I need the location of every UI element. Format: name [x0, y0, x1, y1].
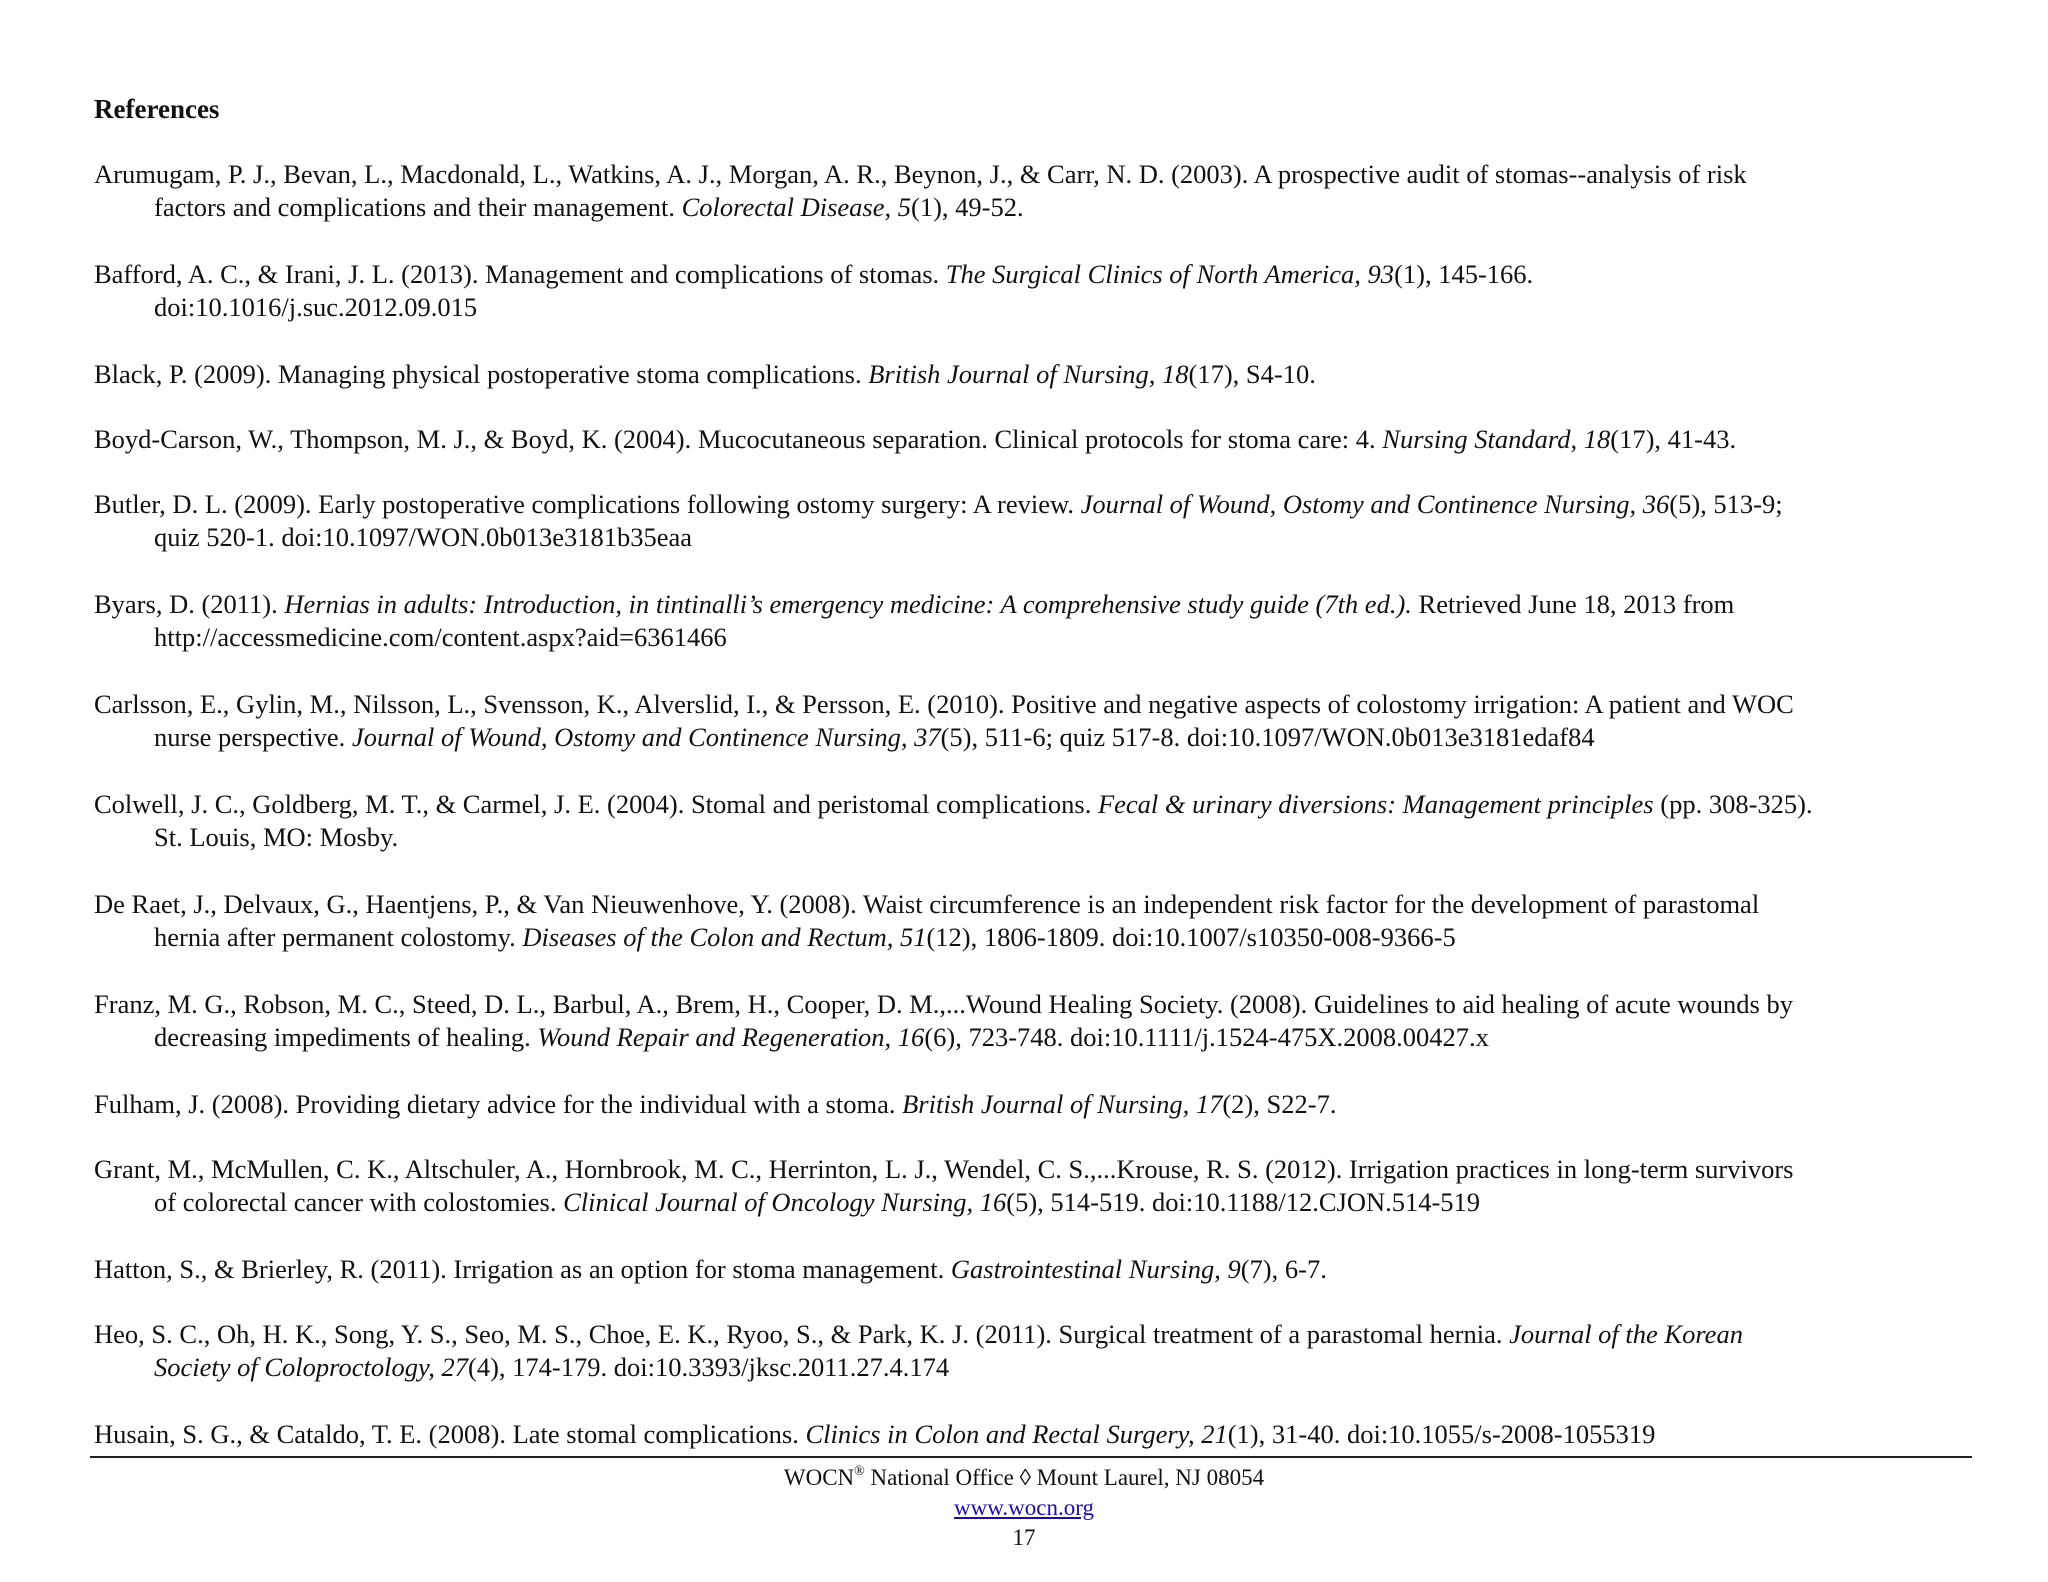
reference-text: (5), 511-6; quiz 517-8. doi:10.1097/WON.0b013e3181edaf84	[940, 722, 1595, 752]
reference-entry	[94, 423, 1736, 456]
reference-text: Black, P. (2009). Managing physical postoperative stoma complications.	[94, 359, 869, 389]
reference-text: Fulham, J. (2008). Providing dietary advice for the individual with a stoma.	[94, 1089, 903, 1119]
reference-line	[94, 988, 1793, 1021]
reference-source-title: Gastrointestinal Nursing, 9	[950, 1254, 1241, 1284]
reference-source-title: Journal of Wound, Ostomy and Continence Nursing, 37	[351, 722, 941, 752]
reference-text: of colorectal cancer with colostomies.	[154, 1187, 564, 1217]
reference-text: Bafford, A. C., & Irani, J. L. (2013). Management and complications of stomas.	[94, 259, 946, 289]
reference-source-title: Colorectal Disease, 5	[681, 192, 911, 222]
reference-text: (7), 6-7.	[1240, 1254, 1327, 1284]
reference-line	[94, 258, 1534, 291]
reference-text: (12), 1806-1809. doi:10.1007/s10350-008-9366-5	[926, 922, 1456, 952]
reference-text: Retrieved June 18, 2013 from	[1411, 589, 1735, 619]
reference-text: (5), 514-519. doi:10.1188/12.CJON.514-519	[1006, 1187, 1481, 1217]
reference-line	[154, 721, 1794, 754]
reference-text: (1), 145-166.	[1394, 259, 1534, 289]
footer-org: WOCN	[783, 1465, 855, 1490]
reference-line	[94, 358, 1316, 391]
reference-line	[154, 291, 1533, 324]
reference-entry	[94, 1253, 1327, 1286]
reference-line	[154, 191, 1747, 224]
reference-text: (6), 723-748. doi:10.1111/j.1524-475X.2008.00427.x	[924, 1022, 1489, 1052]
reference-entry	[94, 1153, 1793, 1219]
reference-line	[154, 1186, 1793, 1219]
reference-line	[154, 1351, 1743, 1384]
reference-source-title: Nursing Standard, 18	[1382, 424, 1611, 454]
reference-text: (17), S4-10.	[1188, 359, 1316, 389]
reference-line	[94, 588, 1735, 621]
page-title: References	[94, 94, 220, 124]
footer-divider	[90, 1456, 1972, 1458]
page-number: 17	[1012, 1525, 1036, 1550]
reference-text: (17), 41-43.	[1610, 424, 1737, 454]
reference-source-title: The Surgical Clinics of North America, 93	[945, 259, 1395, 289]
reference-line	[154, 921, 1759, 954]
reference-source-title: Hernias in adults: Introduction, in tintinalli’s emergency medicine: A comprehensive study guide (7th ed.).	[284, 589, 1412, 619]
reference-text: factors and complications and their management.	[154, 192, 682, 222]
reference-text: Franz, M. G., Robson, M. C., Steed, D. L., Barbul, A., Brem, H., Cooper, D. M.,...Wound Healing Society. (2008). Guidelines to aid healing of acute wounds by	[94, 989, 1793, 1019]
reference-text: (4), 174-179. doi:10.3393/jksc.2011.27.4.174	[468, 1352, 950, 1382]
reference-text: hernia after permanent colostomy.	[154, 922, 523, 952]
reference-entry	[94, 1088, 1336, 1121]
reference-line	[154, 1021, 1793, 1054]
reference-text: Husain, S. G., & Cataldo, T. E. (2008). Late stomal complications.	[94, 1419, 806, 1449]
reference-text: Byars, D. (2011).	[94, 589, 285, 619]
reference-entry	[94, 488, 1783, 554]
reference-text: Carlsson, E., Gylin, M., Nilsson, L., Svensson, K., Alverslid, I., & Persson, E. (2010). Positive and negative aspects of colostomy irrigation: A patient and WOC	[94, 689, 1794, 719]
reference-text: St. Louis, MO: Mosby.	[154, 822, 399, 852]
reference-text: (1), 49-52.	[911, 192, 1024, 222]
reference-source-title: Clinical Journal of Oncology Nursing, 16	[563, 1187, 1007, 1217]
reference-entry	[94, 688, 1794, 754]
reference-entry	[94, 588, 1734, 654]
reference-source-title: British Journal of Nursing, 17	[902, 1089, 1223, 1119]
reference-source-title: Journal of Wound, Ostomy and Continence Nursing, 36	[1080, 489, 1670, 519]
reference-source-title: Journal of the Korean	[1509, 1319, 1743, 1349]
reference-text: Heo, S. C., Oh, H. K., Song, Y. S., Seo, M. S., Choe, E. K., Ryoo, S., & Park, K. J. (2011). Surgical treatment of a parastomal hernia.	[94, 1319, 1510, 1349]
reference-text: (1), 31-40. doi:10.1055/s-2008-1055319	[1227, 1419, 1656, 1449]
reference-line	[94, 1318, 1743, 1351]
reference-line	[94, 1153, 1794, 1186]
reference-line	[94, 423, 1737, 456]
reference-entry	[94, 158, 1747, 224]
reference-line	[154, 521, 1783, 554]
page-footer	[0, 1463, 2048, 1553]
reference-text: Hatton, S., & Brierley, R. (2011). Irrigation as an option for stoma management.	[94, 1254, 951, 1284]
reference-text: Arumugam, P. J., Bevan, L., Macdonald, L., Watkins, A. J., Morgan, A. R., Beynon, J., & Carr, N. D. (2003). A prospective audit of stomas--analysis of risk	[94, 159, 1747, 189]
reference-text: (5), 513-9;	[1669, 489, 1783, 519]
reference-entry	[94, 788, 1813, 854]
reference-entry	[94, 1418, 1655, 1451]
reference-text: Grant, M., McMullen, C. K., Altschuler, A., Hornbrook, M. C., Herrinton, L. J., Wendel, C. S.,...Krouse, R. S. (2012). Irrigation practices in long-term survivors	[94, 1154, 1794, 1184]
reference-text: decreasing impediments of healing.	[154, 1022, 538, 1052]
registered-mark: ®	[854, 1464, 865, 1479]
website-link[interactable]: www.wocn.org	[954, 1495, 1094, 1520]
reference-source-title: Society of Coloproctology, 27	[154, 1352, 469, 1382]
reference-line	[94, 688, 1794, 721]
reference-text: Colwell, J. C., Goldberg, M. T., & Carmel, J. E. (2004). Stomal and peristomal complications.	[94, 789, 1098, 819]
reference-line	[94, 788, 1813, 821]
reference-line	[94, 1418, 1656, 1451]
reference-entry	[94, 358, 1316, 391]
reference-line	[94, 488, 1783, 521]
reference-source-title: Clinics in Colon and Rectal Surgery, 21	[805, 1419, 1228, 1449]
reference-text: (pp. 308-325).	[1653, 789, 1813, 819]
reference-entry	[94, 258, 1533, 324]
reference-line	[94, 1088, 1337, 1121]
reference-entry	[94, 1318, 1743, 1384]
reference-line	[94, 888, 1760, 921]
reference-text: De Raet, J., Delvaux, G., Haentjens, P., & Van Nieuwenhove, Y. (2008). Waist circumference is an independent risk factor for the development of parastomal	[94, 889, 1760, 919]
reference-entry	[94, 888, 1759, 954]
reference-text: doi:10.1016/j.suc.2012.09.015	[154, 292, 478, 322]
reference-source-title: British Journal of Nursing, 18	[868, 359, 1189, 389]
reference-text: Butler, D. L. (2009). Early postoperative complications following ostomy surgery: A review.	[94, 489, 1081, 519]
reference-text: (2), S22-7.	[1222, 1089, 1337, 1119]
reference-text: http://accessmedicine.com/content.aspx?aid=6361466	[154, 622, 727, 652]
footer-office-line	[0, 1463, 2048, 1493]
reference-line	[154, 621, 1734, 654]
reference-line	[94, 1253, 1327, 1286]
reference-text: Boyd-Carson, W., Thompson, M. J., & Boyd, K. (2004). Mucocutaneous separation. Clinical protocols for stoma care: 4.	[94, 424, 1383, 454]
footer-office: National Office ◊ Mount Laurel, NJ 08054	[864, 1465, 1265, 1490]
reference-line	[94, 158, 1747, 191]
reference-source-title: Fecal & urinary diversions: Management principles	[1097, 789, 1654, 819]
reference-text: nurse perspective.	[154, 722, 352, 752]
reference-text: quiz 520-1. doi:10.1097/WON.0b013e3181b35eaa	[154, 522, 692, 552]
reference-source-title: Diseases of the Colon and Rectum, 51	[522, 922, 927, 952]
reference-line	[154, 821, 1813, 854]
reference-source-title: Wound Repair and Regeneration, 16	[537, 1022, 925, 1052]
reference-entry	[94, 988, 1793, 1054]
